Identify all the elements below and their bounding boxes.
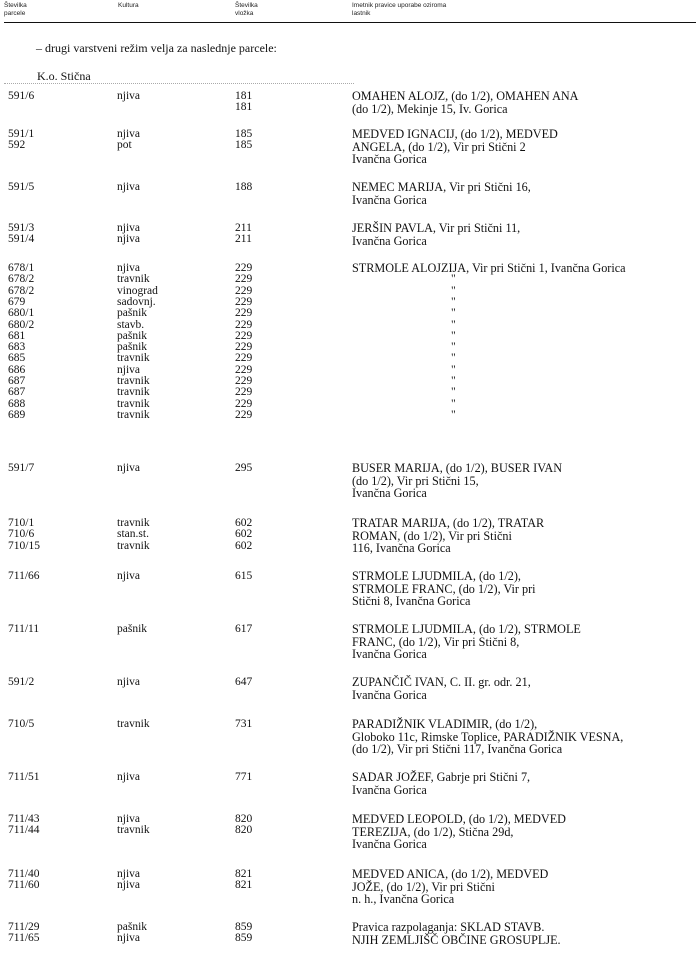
culture: njiva <box>117 128 140 140</box>
parcel-number: 711/29 <box>8 921 40 933</box>
ditto-mark: " <box>451 295 456 308</box>
owner-line: Ivančna Gorica <box>352 782 427 797</box>
parcel-number: 711/65 <box>8 932 40 945</box>
ditto-mark: " <box>451 408 456 421</box>
culture: njiva <box>117 879 140 892</box>
insert-number: 211 <box>235 233 252 246</box>
culture: stan.st. <box>117 528 149 541</box>
insert-number: 229 <box>235 262 253 274</box>
owner-line: Globoko 11c, Rimske Toplice, PARADIŽNIK VESNA, <box>352 729 624 744</box>
insert-number: 229 <box>235 341 253 354</box>
owner-line: Ivančna Gorica <box>352 192 427 207</box>
owner-line: Stični 8, Ivančna Gorica <box>352 594 471 609</box>
culture: travnik <box>117 375 150 387</box>
owner-line: STRMOLE FRANC, (do 1/2), Vir pri <box>352 581 536 596</box>
insert-number: 181 <box>235 90 253 102</box>
ditto-mark: " <box>451 307 456 320</box>
insert-number: 188 <box>235 181 253 193</box>
owner-line: Ivančna Gorica <box>352 687 427 702</box>
insert-number: 820 <box>235 813 253 825</box>
parcel-number: 710/15 <box>8 539 40 552</box>
owner-line: (do 1/2), Vir pri Stični 15, <box>352 473 479 488</box>
owner-line: MEDVED IGNACIJ, (do 1/2), MEDVED <box>352 127 558 141</box>
culture: njiva <box>117 813 140 825</box>
parcel-number: 711/40 <box>8 868 40 880</box>
parcel-number: 710/5 <box>8 718 35 730</box>
insert-number: 185 <box>235 139 253 152</box>
insert-number: 181 <box>235 101 253 114</box>
insert-number: 602 <box>235 517 253 529</box>
culture: pašnik <box>117 329 148 342</box>
insert-number: 615 <box>235 570 253 582</box>
culture: njiva <box>117 181 140 193</box>
culture: travnik <box>117 386 150 399</box>
ditto-mark: " <box>451 397 456 410</box>
insert-number: 229 <box>235 352 253 365</box>
culture: pašnik <box>117 341 148 354</box>
parcel-number: 680/1 <box>8 307 35 320</box>
culture: vinograd <box>117 284 158 297</box>
table-header <box>4 0 696 23</box>
owner-line: TEREZIJA, (do 1/2), Stična 29d, <box>352 824 514 839</box>
owner-line: NJIH ZEMLJIŠČ OBČINE GROSUPLJE. <box>352 932 561 947</box>
cadastral-municipality: K.o. Stična <box>37 69 91 83</box>
culture: njiva <box>117 676 140 688</box>
parcel-number: 591/5 <box>8 181 35 193</box>
insert-number: 229 <box>235 386 253 399</box>
owner-line: ZUPANČIČ IVAN, C. II. gr. odr. 21, <box>352 675 531 689</box>
owner-line: 116, Ivančna Gorica <box>352 541 451 556</box>
owner-line: (do 1/2), Mekinje 15, Iv. Gorica <box>352 101 508 116</box>
insert-number: 229 <box>235 397 253 410</box>
parcel-number: 710/6 <box>8 528 35 541</box>
owner-line: JOŽE, (do 1/2), Vir pri Stični <box>352 879 495 894</box>
insert-number: 229 <box>235 295 253 308</box>
insert-number: 821 <box>235 868 253 880</box>
parcel-number: 683 <box>8 341 26 354</box>
owner-line: ROMAN, (do 1/2), Vir pri Stični <box>352 528 512 543</box>
culture: travnik <box>117 273 150 286</box>
ditto-mark: " <box>451 341 456 354</box>
parcel-number: 689 <box>8 408 26 421</box>
culture: travnik <box>117 718 150 730</box>
parcel-number: 679 <box>8 295 26 308</box>
owner-line: STRMOLE LJUDMILA, (do 1/2), STRMOLE <box>352 622 581 636</box>
parcel-number: 711/44 <box>8 824 40 837</box>
parcel-number: 680/2 <box>8 318 35 331</box>
owner-line: Ivančna Gorica <box>352 152 427 167</box>
owner-line: JERŠIN PAVLA, Vir pri Stični 11, <box>352 221 521 235</box>
parcel-number: 711/60 <box>8 879 40 892</box>
parcel-number: 685 <box>8 352 26 365</box>
insert-number: 602 <box>235 528 253 541</box>
parcel-number: 710/1 <box>8 517 35 529</box>
insert-number: 771 <box>235 771 253 783</box>
ditto-mark: " <box>451 375 456 387</box>
parcel-number: 711/51 <box>8 771 40 783</box>
owner-line: Pravica razpolaganja: SKLAD STAVB. <box>352 920 545 934</box>
culture: njiva <box>117 363 140 376</box>
parcel-number: 711/11 <box>8 623 40 635</box>
header-owner: Imetnik pravice uporabe oziroma lastnik <box>352 2 447 17</box>
owner-line: Ivančna Gorica <box>352 486 427 501</box>
insert-number: 820 <box>235 824 253 837</box>
culture: njiva <box>117 570 140 582</box>
owner-line: BUSER MARIJA, (do 1/2), BUSER IVAN <box>352 461 563 475</box>
parcel-number: 591/4 <box>8 233 35 246</box>
insert-number: 647 <box>235 676 253 688</box>
owner-line: (do 1/2), Vir pri Stični 117, Ivančna Gorica <box>352 742 563 757</box>
culture: njiva <box>117 462 140 474</box>
insert-number: 859 <box>235 921 253 933</box>
owner-line: SADAR JOŽEF, Gabrje pri Stični 7, <box>352 770 531 784</box>
culture: travnik <box>117 539 150 552</box>
parcel-number: 678/1 <box>8 262 35 274</box>
owner-line: OMAHEN ALOJZ, (do 1/2), OMAHEN ANA <box>352 89 579 103</box>
culture: pašnik <box>117 623 148 635</box>
culture: stavb. <box>117 318 145 331</box>
parcel-number: 591/7 <box>8 462 35 474</box>
culture: travnik <box>117 408 150 421</box>
parcel-number: 686 <box>8 363 26 376</box>
intro-text: – drugi varstveni režim velja za naslednje parcele: <box>36 41 277 55</box>
header-culture: Kultura <box>118 2 139 9</box>
owner-line: STRMOLE ALOJZIJA, Vir pri Stični 1, Ivančna Gorica <box>352 261 626 275</box>
insert-number: 229 <box>235 307 253 320</box>
insert-number: 617 <box>235 623 253 635</box>
insert-number: 602 <box>235 539 253 552</box>
culture: njiva <box>117 868 140 880</box>
owner-line: STRMOLE LJUDMILA, (do 1/2), <box>352 569 521 583</box>
insert-number: 229 <box>235 273 253 286</box>
parcel-number: 591/1 <box>8 128 35 140</box>
owner-line: Ivančna Gorica <box>352 837 427 852</box>
ditto-mark: " <box>451 352 456 365</box>
owner-line: TRATAR MARIJA, (do 1/2), TRATAR <box>352 516 545 530</box>
parcel-number: 687 <box>8 375 26 387</box>
culture: njiva <box>117 262 140 274</box>
ditto-mark: " <box>451 386 456 399</box>
insert-number: 229 <box>235 375 253 387</box>
insert-number: 229 <box>235 408 253 421</box>
parcel-number: 711/43 <box>8 813 40 825</box>
insert-number: 185 <box>235 128 253 140</box>
parcel-number: 688 <box>8 397 26 410</box>
header-parcel-number: Številka parcele <box>4 2 27 17</box>
culture: njiva <box>117 233 140 246</box>
owner-line: Ivančna Gorica <box>352 233 427 248</box>
insert-number: 731 <box>235 718 253 730</box>
parcel-number: 678/2 <box>8 284 35 297</box>
culture: travnik <box>117 824 150 837</box>
insert-number: 229 <box>235 284 253 297</box>
insert-number: 229 <box>235 318 253 331</box>
owner-line: NEMEC MARIJA, Vir pri Stični 16, <box>352 180 531 194</box>
culture: njiva <box>117 771 140 783</box>
culture: pašnik <box>117 307 148 320</box>
owner-line: n. h., Ivančna Gorica <box>352 892 455 907</box>
ditto-mark: " <box>451 363 456 376</box>
insert-number: 229 <box>235 329 253 342</box>
culture: travnik <box>117 517 150 529</box>
ditto-mark: " <box>451 284 456 297</box>
owner-line: MEDVED ANICA, (do 1/2), MEDVED <box>352 867 549 881</box>
culture: pašnik <box>117 921 148 933</box>
owner-line: Ivančna Gorica <box>352 647 427 662</box>
header-insert-number: Številka vložka <box>235 2 258 17</box>
parcel-number: 687 <box>8 386 26 399</box>
culture: njiva <box>117 90 140 102</box>
parcel-number: 591/6 <box>8 90 35 102</box>
parcel-number: 591/2 <box>8 676 35 688</box>
culture: njiva <box>117 932 140 945</box>
ditto-mark: " <box>451 318 456 331</box>
ditto-mark: " <box>451 329 456 342</box>
insert-number: 821 <box>235 879 253 892</box>
parcel-number: 592 <box>8 139 26 152</box>
parcel-number: 678/2 <box>8 273 35 286</box>
parcel-number: 681 <box>8 329 26 342</box>
insert-number: 295 <box>235 462 253 474</box>
insert-number: 859 <box>235 932 253 945</box>
owner-line: MEDVED LEOPOLD, (do 1/2), MEDVED <box>352 812 566 826</box>
insert-number: 229 <box>235 363 253 376</box>
culture: njiva <box>117 222 140 234</box>
insert-number: 211 <box>235 222 252 234</box>
owner-line: PARADIŽNIK VLADIMIR, (do 1/2), <box>352 717 538 731</box>
culture: sadovnj. <box>117 295 156 308</box>
ditto-mark: " <box>451 273 456 286</box>
parcel-number: 711/66 <box>8 570 40 582</box>
culture: travnik <box>117 397 150 410</box>
culture: travnik <box>117 352 150 365</box>
culture: pot <box>117 139 132 152</box>
owner-line: FRANC, (do 1/2), Vir pri Stični 8, <box>352 634 520 649</box>
parcel-number: 591/3 <box>8 222 35 234</box>
owner-line: ANGELA, (do 1/2), Vir pri Stični 2 <box>352 139 526 154</box>
